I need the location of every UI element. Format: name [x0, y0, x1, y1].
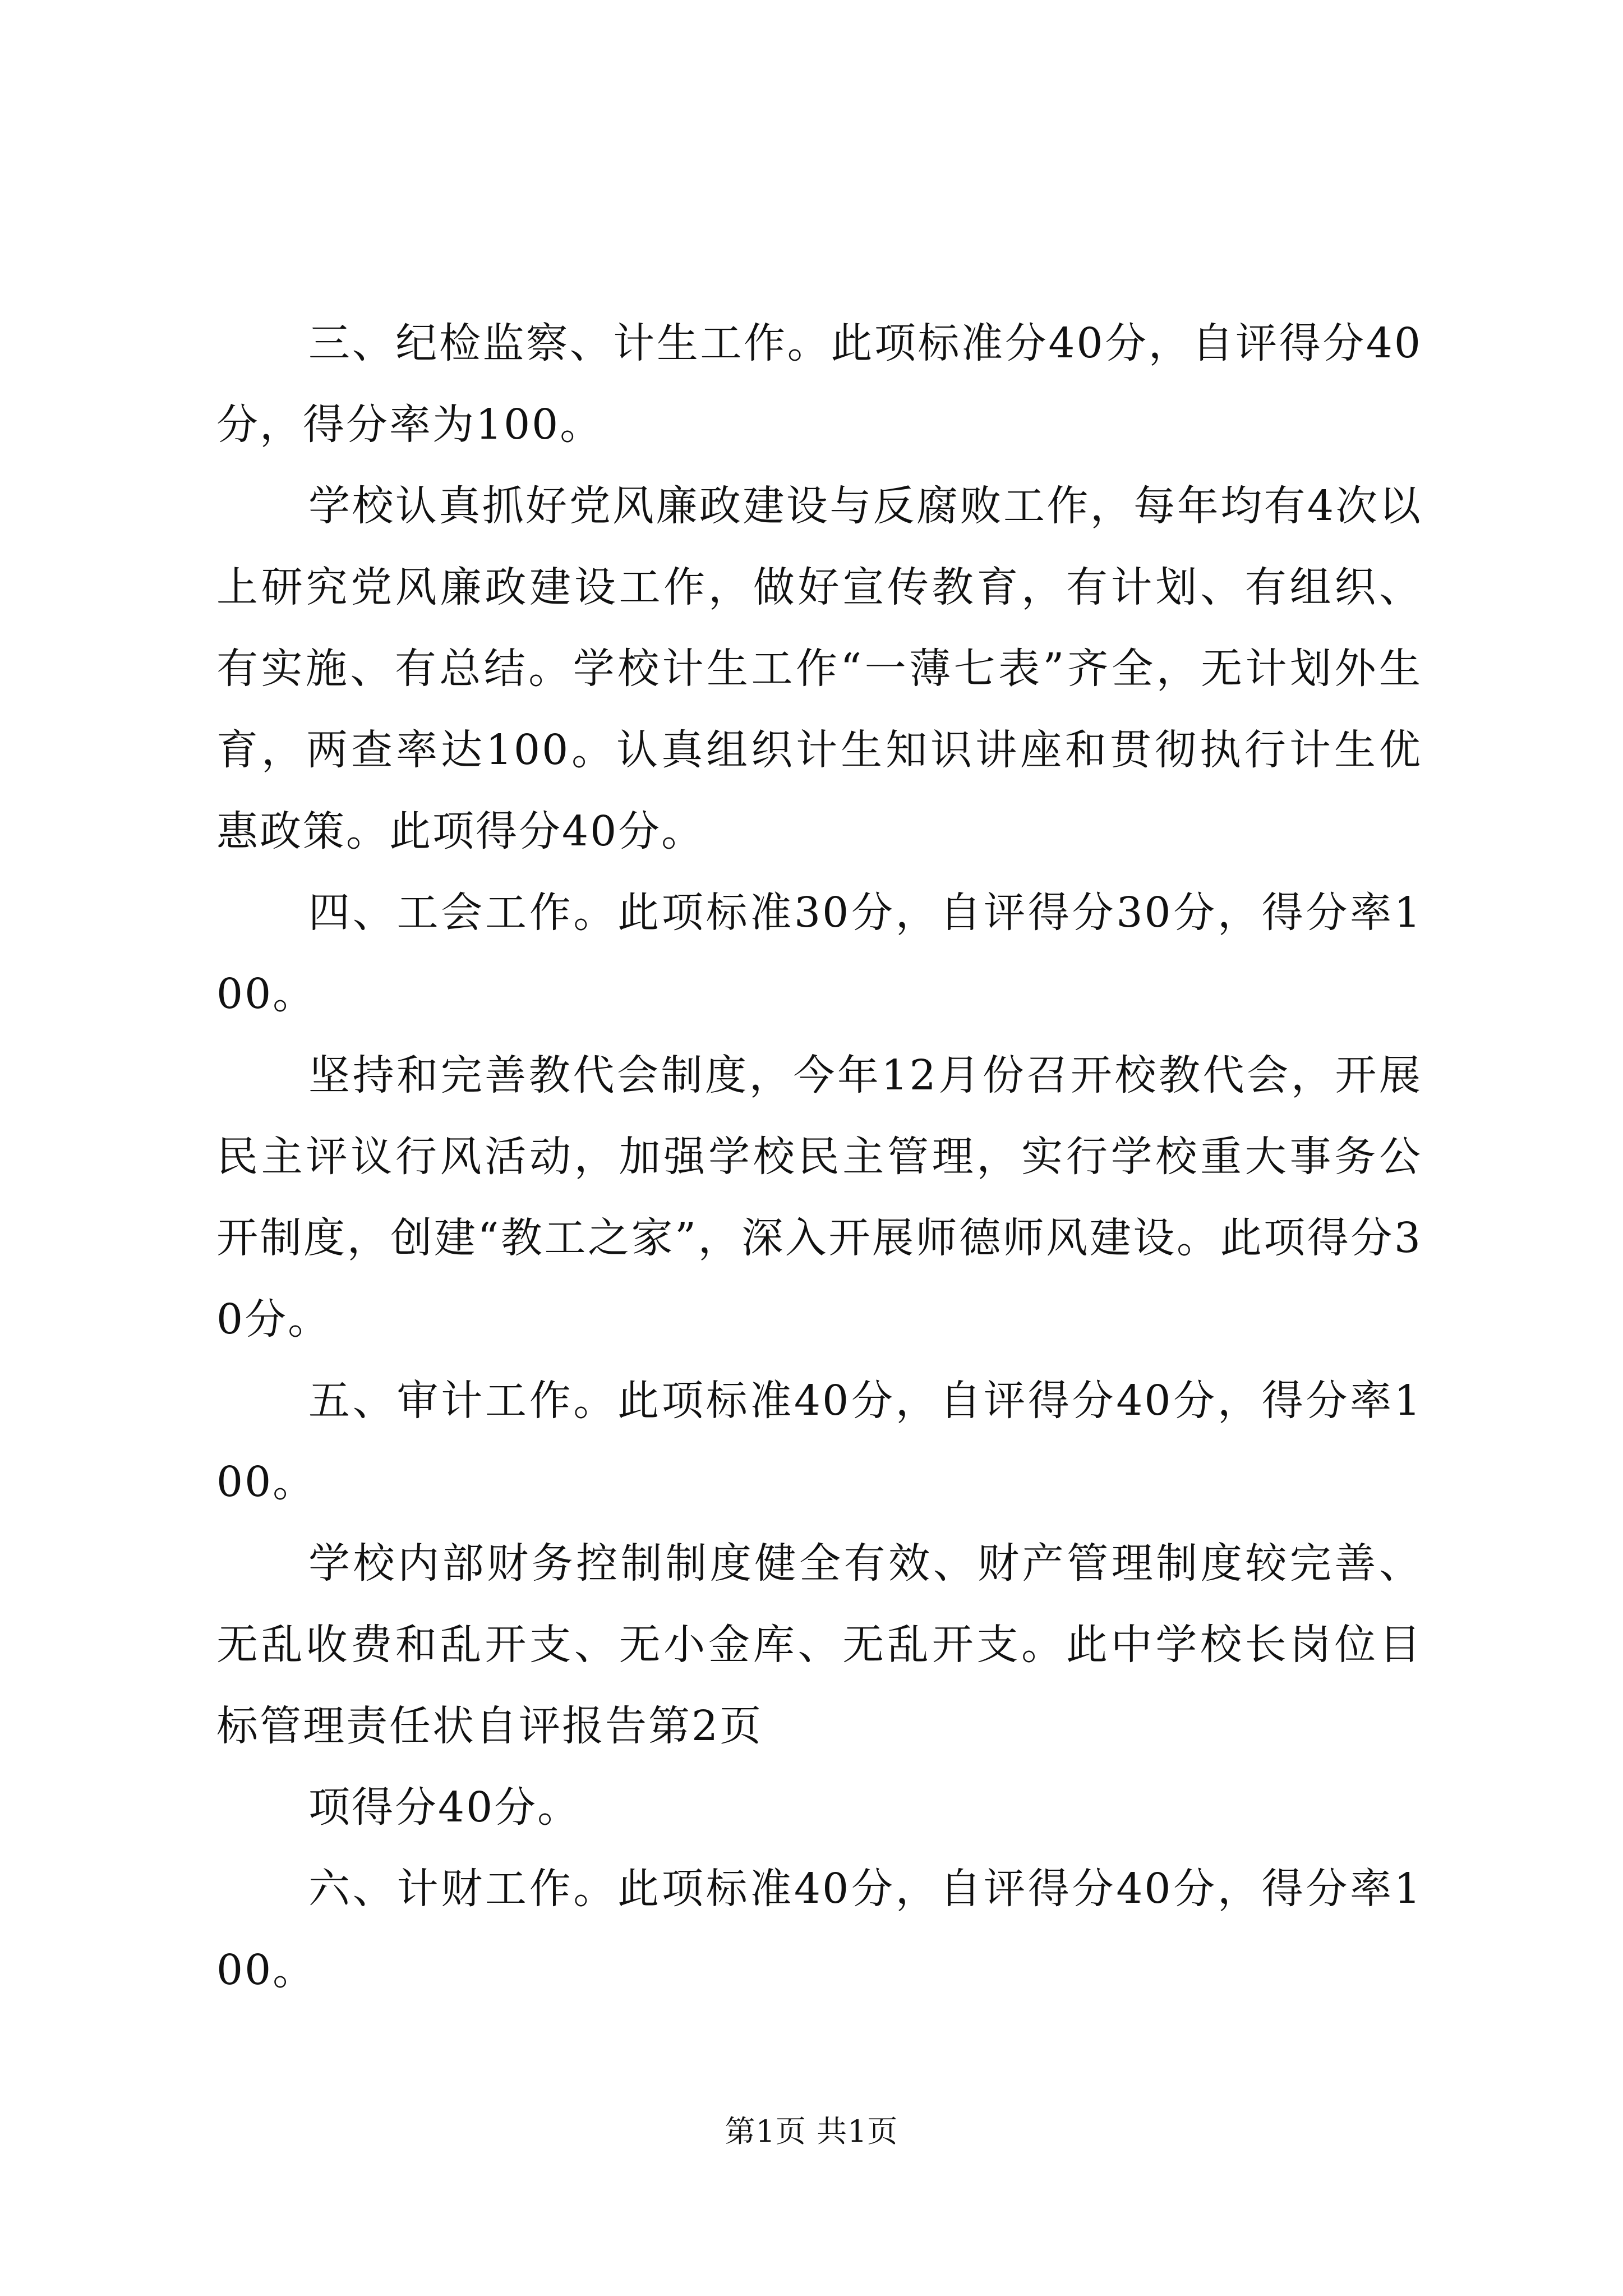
- paragraph-discipline-body: 学校认真抓好党风廉政建设与反腐败工作，每年均有4次以上研究党风廉政建设工作，做好宣传教育，有计划、有组织、有实施、有总结。学校计生工作“一薄七表”齐全，无计划外生育，两查率达100。认真组织计生知识讲座和贯彻执行计生优惠政策。此项得分40分。: [216, 482, 1422, 855]
- document-body: [216, 303, 1422, 2011]
- paragraph-discipline-heading: 三、纪检监察、计生工作。此项标准分40分，自评得分40分，得分率为100。: [216, 319, 1422, 449]
- paragraph-union-heading: 四、工会工作。此项标准30分，自评得分30分，得分率100。: [216, 889, 1422, 1018]
- paragraph-union-body: 坚持和完善教代会制度，今年12月份召开校教代会，开展民主评议行风活动，加强学校民主管理，实行学校重大事务公开制度，创建“教工之家”，深入开展师德师风建设。此项得分30分。: [216, 1051, 1422, 1343]
- paragraph-audit-heading: 五、审计工作。此项标准40分，自评得分40分，得分率100。: [216, 1377, 1422, 1506]
- paragraph-audit-score: 项得分40分。: [308, 1783, 581, 1832]
- page-footer: 第1页 共1页: [725, 2114, 898, 2149]
- paragraph-audit-body: 学校内部财务控制制度健全有效、财产管理制度较完善、无乱收费和乱开支、无小金库、无乱开支。此中学校长岗位目标管理责任状自评报告第2页: [216, 1539, 1422, 1750]
- paragraph-finance-heading: 六、计财工作。此项标准40分，自评得分40分，得分率100。: [216, 1865, 1422, 1994]
